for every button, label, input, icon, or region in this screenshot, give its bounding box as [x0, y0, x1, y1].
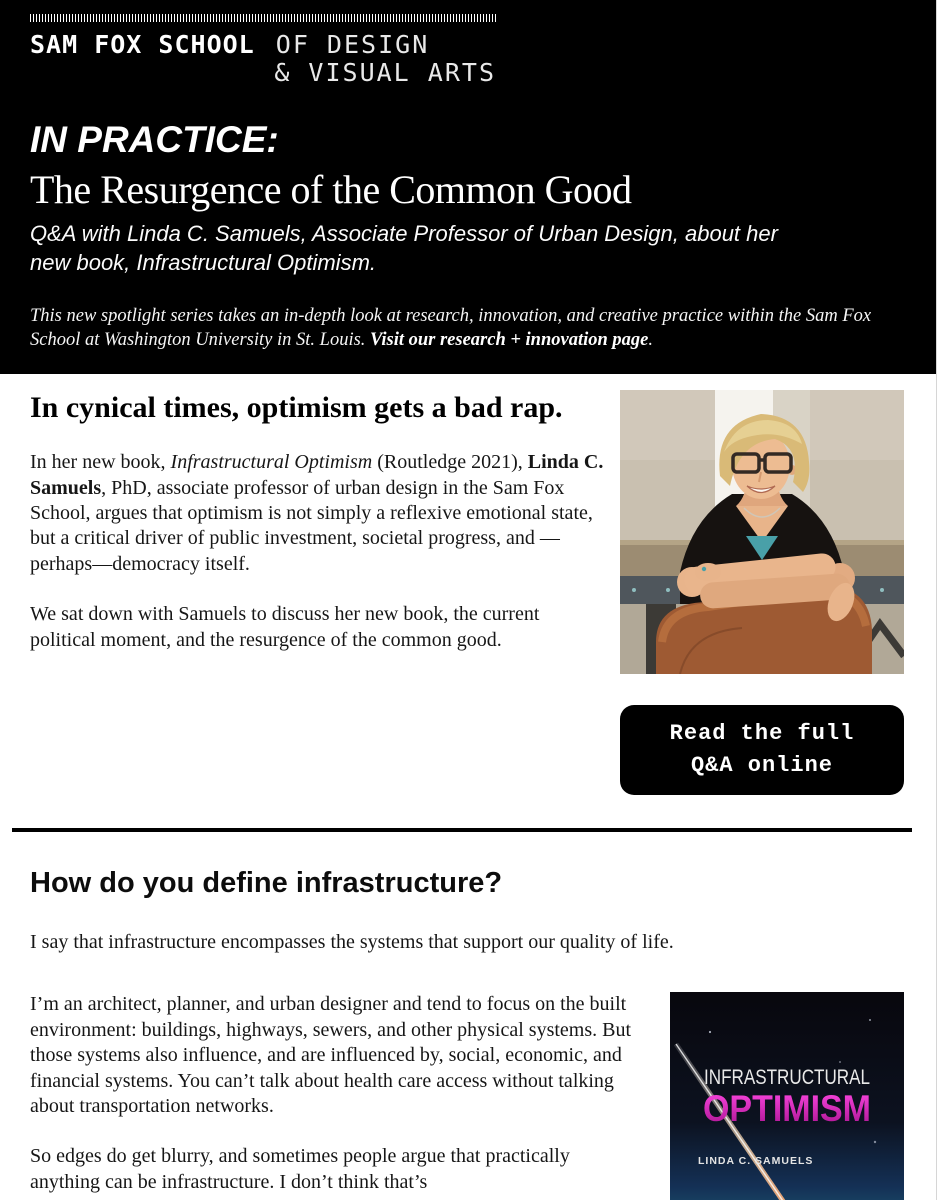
- article-title: The Resurgence of the Common Good: [30, 166, 632, 212]
- barcode-graphic: [30, 14, 496, 22]
- lead-heading: In cynical times, optimism gets a bad rap.: [30, 391, 563, 425]
- lead-section: [0, 374, 936, 795]
- lead-paragraph-2: We sat down with Samuels to discuss her new book, the current political moment, and the resurgence of the common good.: [30, 603, 540, 651]
- qa-answer-2: I’m an architect, planner, and urban designer and tend to focus on the built environment: buildings, highways, sewers, and other physical systems. But those systems also influence, and are influenced by, social, economic, and financial systems. You can’t talk about health care access without talking about transportation networks.: [30, 993, 632, 1118]
- lead-paragraph-1: [30, 450, 604, 577]
- book-title-line1: INFRASTRUCTURAL: [704, 1066, 870, 1090]
- qa-question-heading: How do you define infrastructure?: [30, 867, 503, 900]
- read-qa-button[interactable]: [620, 705, 904, 795]
- lead-text-column: [30, 390, 620, 795]
- qa-text-column: [30, 992, 670, 1200]
- samfox-logo[interactable]: [30, 14, 496, 87]
- portrait-photo: [620, 390, 904, 674]
- intro-period: .: [648, 329, 653, 350]
- logo-school-name: SAM FOX SCHOOL: [30, 30, 255, 59]
- logo-line1: [30, 31, 496, 59]
- book-author: LINDA C. SAMUELS: [698, 1155, 814, 1168]
- article-subtitle: Q&A with Linda C. Samuels, Associate Professor of Urban Design, about her new book, Infrastructural Optimism.: [30, 221, 778, 275]
- hero-header: [0, 0, 936, 374]
- qa-section: [0, 868, 936, 1200]
- qa-answer-1: I say that infrastructure encompasses the systems that support our quality of life.: [30, 931, 674, 954]
- research-innovation-link[interactable]: Visit our research + innovation page: [370, 329, 649, 350]
- para1-text: (Routledge 2021),: [372, 451, 528, 474]
- section-divider: [12, 828, 912, 832]
- author-name-bold: Linda C. Samuels: [30, 451, 604, 499]
- para1-text: , PhD, associate professor of urban design in the Sam Fox School, argues that optimism is not simply a reflexive emotional state, but a critical driver of public investment, societal progress, and —perhaps—democracy itself.: [30, 476, 593, 575]
- book-title-italic: Infrastructural Optimism: [170, 451, 373, 474]
- para1-text: In her new book,: [30, 451, 171, 474]
- series-intro: [30, 305, 906, 352]
- lead-media-column: [620, 390, 904, 795]
- qa-columns: [30, 992, 904, 1200]
- logo-line2: [30, 59, 496, 87]
- read-qa-button-label: Read the full Q&A online: [669, 721, 855, 779]
- intro-text: This new spotlight series takes an in-depth look at research, innovation, and creative practice within the Sam Fox School at Washington University in St. Louis.: [30, 306, 872, 350]
- logo-visual-arts: & VISUAL ARTS: [274, 58, 496, 87]
- logo-of-design: OF DESIGN: [275, 30, 430, 59]
- series-kicker: IN PRACTICE:: [30, 119, 279, 160]
- qa-answer-3: So edges do get blurry, and sometimes people argue that practically anything can be infrastructure. I don’t think that’s: [30, 1145, 570, 1193]
- qa-media-column: [670, 992, 904, 1200]
- book-title-line2: OPTIMISM: [703, 1088, 871, 1130]
- book-cover-image: [670, 992, 904, 1200]
